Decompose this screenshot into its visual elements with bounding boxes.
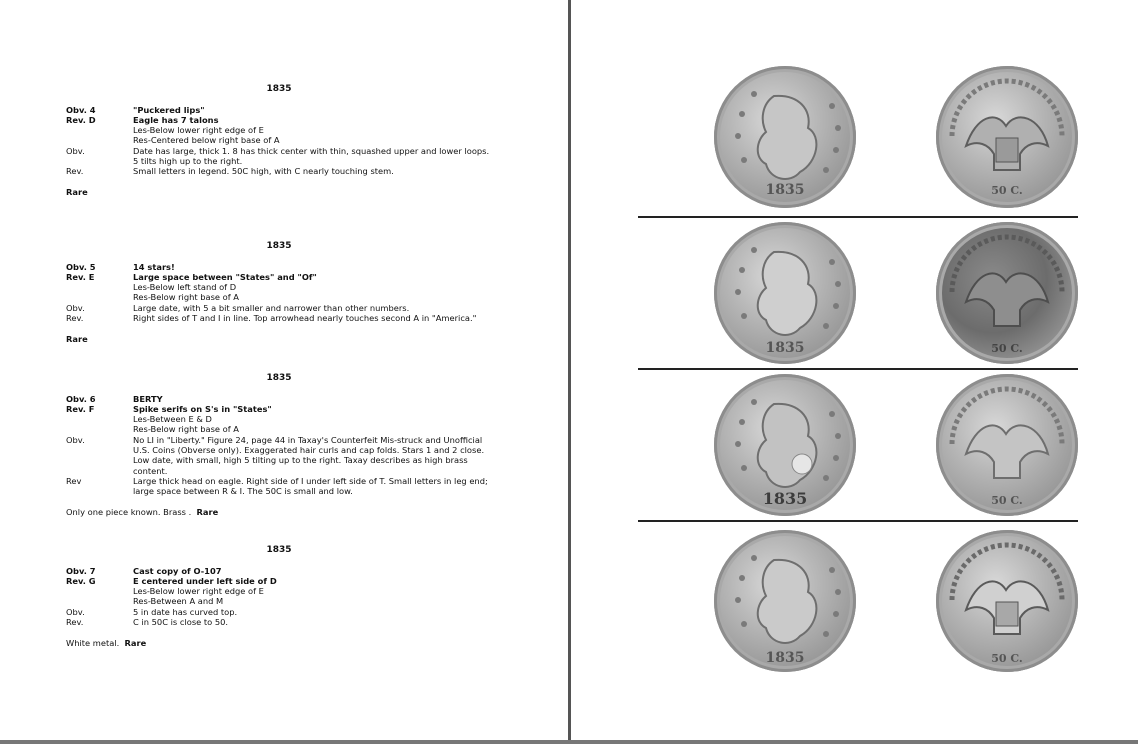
viewer-bottom-bar bbox=[0, 740, 1138, 744]
row-label: Rev. bbox=[66, 617, 84, 627]
row-label: Obv. 6 bbox=[66, 394, 96, 404]
row-text: Eagle has 7 talons bbox=[133, 115, 219, 125]
row-text: Res-Below right base of A bbox=[133, 424, 239, 434]
row-text: Large date, with 5 a bit smaller and narrower than other numbers. bbox=[133, 303, 410, 313]
coin-date: 1835 bbox=[765, 182, 805, 198]
row-text: Les-Below lower right edge of E bbox=[133, 586, 264, 596]
coin-obverse-photo bbox=[714, 222, 856, 364]
row-text: Les-Between E & D bbox=[133, 414, 212, 424]
entry-year: 1835 bbox=[266, 84, 292, 94]
row-label: Rev. G bbox=[66, 576, 96, 586]
coin-denomination: 50 C. bbox=[991, 494, 1023, 507]
row-label: Obv. 5 bbox=[66, 262, 96, 272]
obverse-portrait-icon bbox=[714, 66, 856, 208]
row-text: Res-Below right base of A bbox=[133, 292, 239, 302]
coin-reverse-photo bbox=[936, 222, 1078, 364]
row-text: Large thick head on eagle. Right side of I under left side of T. Small letters in leg end; large space between R & I. The 50C is small and low. bbox=[133, 476, 488, 497]
row-text: Right sides of T and I in line. Top arrowhead nearly touches second A in "America." bbox=[133, 313, 477, 323]
coin-reverse-photo bbox=[936, 66, 1078, 208]
row-label: Obv. bbox=[66, 303, 85, 313]
coin-date: 1835 bbox=[765, 340, 805, 356]
rarity-label: Rare bbox=[196, 507, 219, 517]
note-line bbox=[66, 507, 218, 517]
eagle-icon bbox=[936, 222, 1078, 364]
row-text: Res-Between A and M bbox=[133, 596, 224, 606]
row-label: Rev. F bbox=[66, 404, 95, 414]
entry-note: White metal. bbox=[66, 638, 120, 648]
coin-denomination: 50 C. bbox=[991, 342, 1023, 355]
row-text: No LI in "Liberty." Figure 24, page 44 in Taxay's Counterfeit Mis-struck and Unofficial U.S. Coins (Obverse only). Exaggerated hair curls and cap folds. Stars 1 and 2 close. Low date, with small, high 5 tilting up to the right. Taxay describes as high brass content. bbox=[133, 435, 485, 476]
row-text: 14 stars! bbox=[133, 262, 175, 272]
note-line bbox=[66, 638, 146, 648]
entry-year: 1835 bbox=[266, 545, 292, 555]
row-text: Large space between "States" and "Of" bbox=[133, 272, 317, 282]
row-label: Obv. 4 bbox=[66, 105, 96, 115]
row-text: Small letters in legend. 50C high, with C nearly touching stem. bbox=[133, 166, 394, 176]
coin-obverse-photo bbox=[714, 374, 856, 516]
row-text: Les-Below lower right edge of E bbox=[133, 125, 264, 135]
row-label: Obv. bbox=[66, 146, 85, 156]
row-text: E centered under left side of D bbox=[133, 576, 277, 586]
row-label: Rev. bbox=[66, 166, 84, 176]
obverse-portrait-icon bbox=[714, 530, 856, 672]
row-label: Obv. bbox=[66, 607, 85, 617]
coin-date: 1835 bbox=[762, 489, 808, 508]
row-text: BERTY bbox=[133, 394, 163, 404]
row-text: Les-Below left stand of D bbox=[133, 282, 237, 292]
section-divider bbox=[638, 368, 1078, 370]
row-label: Rev. bbox=[66, 313, 84, 323]
row-text: C in 50C is close to 50. bbox=[133, 617, 229, 627]
row-label: Rev bbox=[66, 476, 82, 486]
entry-year: 1835 bbox=[266, 241, 292, 251]
coin-denomination: 50 C. bbox=[991, 652, 1023, 665]
eagle-icon bbox=[936, 374, 1078, 516]
section-divider bbox=[638, 520, 1078, 522]
row-label: Obv. 7 bbox=[66, 566, 96, 576]
row-text: Date has large, thick 1. 8 has thick center with thin, squashed upper and lower loops. 5 tilts high up to the right. bbox=[133, 146, 490, 167]
row-text: Cast copy of O-107 bbox=[133, 566, 222, 576]
row-label: Rev. D bbox=[66, 115, 96, 125]
row-label: Rev. E bbox=[66, 272, 95, 282]
section-divider bbox=[638, 216, 1078, 218]
row-text: 5 in date has curved top. bbox=[133, 607, 238, 617]
row-label: Obv. bbox=[66, 435, 85, 445]
coin-reverse-photo bbox=[936, 374, 1078, 516]
left-page bbox=[0, 0, 568, 740]
row-text: Spike serifs on S's in "States" bbox=[133, 404, 272, 414]
coin-denomination: 50 C. bbox=[991, 184, 1023, 197]
rarity-label: Rare bbox=[66, 334, 88, 344]
coin-date: 1835 bbox=[765, 650, 805, 666]
entry-note: Only one piece known. Brass . bbox=[66, 507, 192, 517]
coin-reverse-photo bbox=[936, 530, 1078, 672]
rarity-label: Rare bbox=[124, 638, 147, 648]
row-text: Res-Centered below right base of A bbox=[133, 135, 280, 145]
rarity-label: Rare bbox=[66, 187, 88, 197]
coin-obverse-photo bbox=[714, 66, 856, 208]
eagle-icon bbox=[936, 530, 1078, 672]
eagle-icon bbox=[936, 66, 1078, 208]
row-text: "Puckered lips" bbox=[133, 105, 205, 115]
entry-year: 1835 bbox=[266, 373, 292, 383]
obverse-portrait-icon bbox=[714, 222, 856, 364]
obverse-portrait-icon bbox=[714, 374, 856, 516]
coin-obverse-photo bbox=[714, 530, 856, 672]
